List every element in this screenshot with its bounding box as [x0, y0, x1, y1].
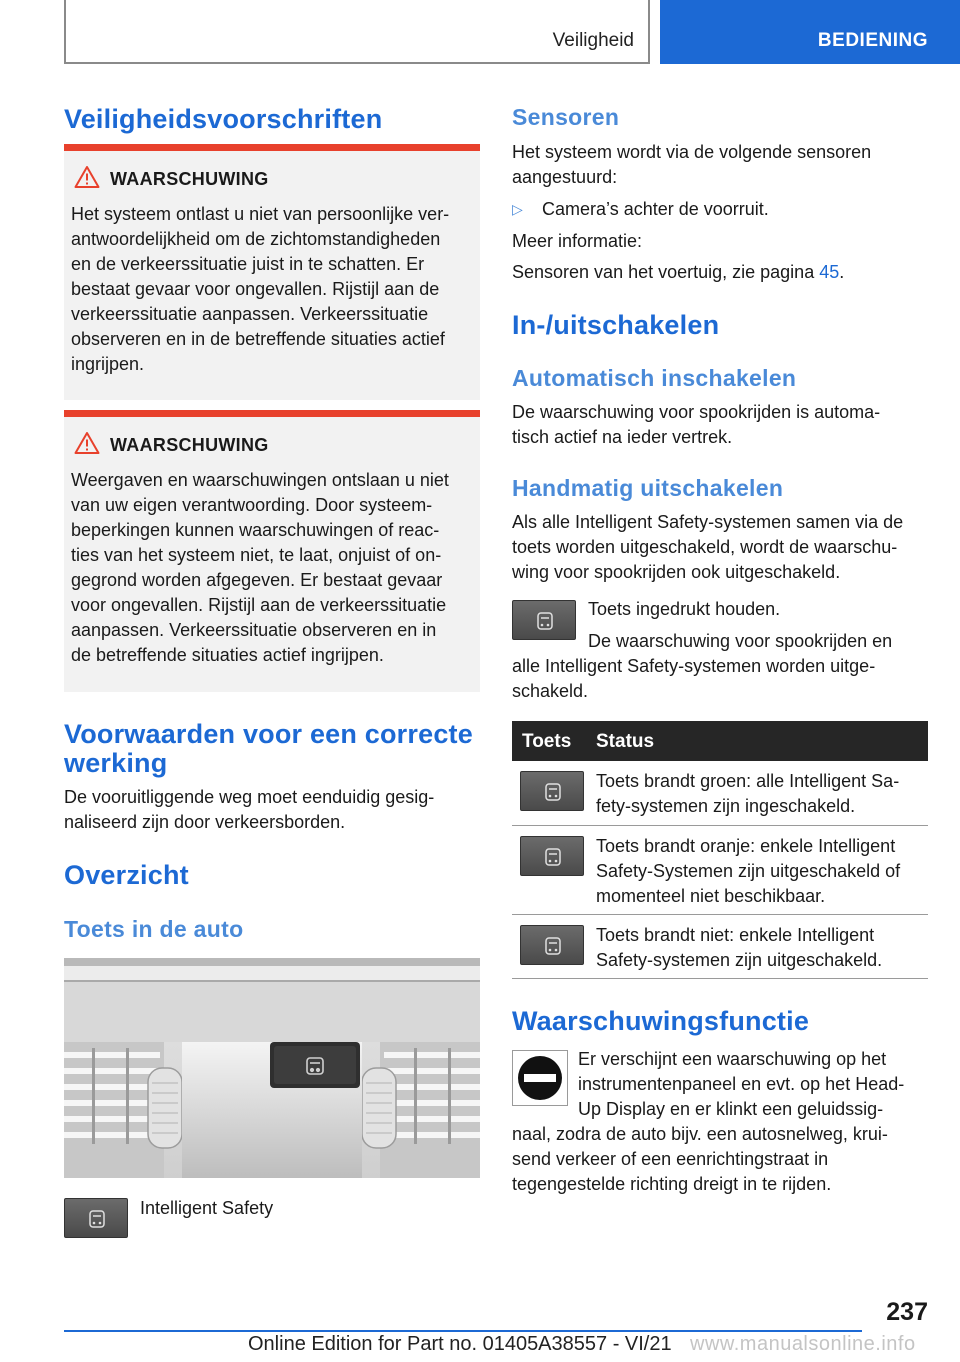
column-header-key: Toets [522, 731, 572, 752]
page-number: 237 [886, 1298, 928, 1326]
sensors-text-line: aangestuurd: [512, 167, 618, 187]
warning-line: voor ongevallen. Rijstijl aan de verkeerssituatie [71, 595, 447, 615]
reference-text: Sensoren van het voertuig, zie pagina [512, 262, 820, 282]
hold-result-line: schakeld. [512, 681, 589, 701]
sensors-text-line: Het systeem wordt via de volgende sensoren [512, 142, 872, 162]
status-cell [596, 923, 926, 973]
intelligent-safety-icon [87, 1209, 107, 1229]
status-line: fety-systemen zijn ingeschakeld. [596, 796, 856, 816]
status-line: Toets brandt oranje: enkele Intelligent [596, 836, 896, 856]
manual-switch-title: Handmatig uitschakelen [512, 475, 784, 501]
warning-heading: WAARSCHUWING [110, 435, 269, 455]
table-row [512, 761, 928, 826]
function-text-line: tegengestelde richting dreigt in te rijden. [512, 1174, 832, 1194]
reference-end: . [839, 262, 845, 282]
warning-line: bestaat gevaar voor ongevallen. Rijstijl aan de [71, 279, 440, 299]
hold-key-instruction: Toets ingedrukt houden. [588, 599, 781, 619]
section-title: Veiligheid [552, 30, 634, 51]
column-header-status: Status [596, 731, 655, 752]
table-row [512, 915, 928, 979]
button-in-car-title: Toets in de auto [64, 916, 244, 942]
intelligent-safety-key [520, 771, 584, 811]
status-line: momenteel niet beschikbaar. [596, 886, 826, 906]
footer-rule [64, 1330, 862, 1332]
requirements-title-line-1: Voorwaarden voor een correcte [64, 719, 473, 749]
warning-line: ties van het systeem niet, te laat, onjuist of on- [71, 545, 442, 565]
sensors-bullet-text: Camera’s achter de voorruit. [542, 199, 769, 219]
switch-title: In-/uitschakelen [512, 310, 720, 340]
auto-switch-text-line: tisch actief na ieder vertrek. [512, 427, 733, 447]
page-reference-link[interactable]: 45 [819, 262, 840, 282]
warning-line: verkeerssituatie aanpassen. Verkeerssituatie [71, 304, 429, 324]
no-entry-icon [512, 1050, 568, 1106]
status-line: Safety-systemen zijn uitgeschakeld. [596, 950, 883, 970]
intelligent-safety-icon [535, 611, 555, 631]
warning-box-2 [64, 410, 480, 692]
intelligent-safety-key [64, 1198, 128, 1238]
sensors-reference [512, 260, 844, 285]
warning-heading: WAARSCHUWING [110, 169, 269, 189]
requirements-text-line: naliseerd zijn door verkeersborden. [64, 812, 346, 832]
warning-line: gegrond worden afgegeven. Er bestaat gevaar [71, 570, 443, 590]
warning-line: Weergaven en waarschuwingen ontslaan u niet [71, 470, 449, 490]
watermark: www.manualsonline.info [690, 1333, 916, 1355]
table-row [512, 826, 928, 915]
warning-line: de betreffende situaties actief ingrijpen. [71, 645, 384, 665]
table-header [512, 721, 928, 761]
intelligent-safety-key [520, 836, 584, 876]
function-text-line: Up Display en er klinkt een geluidssig- [578, 1099, 884, 1119]
manual-switch-text-line: wing voor spookrijden ook uitgeschakeld. [512, 562, 841, 582]
function-text-line: Er verschijnt een waarschuwing op het [578, 1049, 887, 1069]
warning-line: aanpassen. Verkeerssituatie observeren en in [71, 620, 437, 640]
status-line: Toets brandt groen: alle Intelligent Sa- [596, 771, 900, 791]
intelligent-safety-key [512, 600, 576, 640]
sensors-title: Sensoren [512, 104, 620, 130]
warning-line: antwoordelijkheid om de zichtomstandigheden [71, 229, 441, 249]
warning-box-1 [64, 144, 480, 400]
intelligent-safety-icon [543, 782, 563, 802]
warning-line: van uw eigen verantwoording. Door systeem- [71, 495, 433, 515]
warning-line: observeren en in de betreffende situaties actief [71, 329, 445, 349]
intelligent-safety-icon [543, 847, 563, 867]
key-caption: Intelligent Safety [140, 1198, 274, 1218]
warning-line: ingrijpen. [71, 354, 145, 374]
hold-result-line: De waarschuwing voor spookrijden en [588, 631, 893, 651]
page-title: Veiligheidsvoorschriften [64, 104, 383, 134]
function-text-line: naal, zodra de auto bijv. een autosnelweg, krui- [512, 1124, 888, 1144]
status-line: Safety-Systemen zijn uitgeschakeld of [596, 861, 901, 881]
status-cell [596, 834, 926, 909]
warning-triangle-icon [74, 165, 100, 189]
dashboard-illustration [64, 958, 480, 1178]
warning-line: en de verkeerssituatie juist in te schatten. Er [71, 254, 425, 274]
warning-line: Het systeem ontlast u niet van persoonlijke ver- [71, 204, 450, 224]
chapter-tab-label: BEDIENING [817, 30, 928, 51]
status-table [512, 721, 928, 979]
function-text-line: send verkeer of een eenrichtingstraat in [512, 1149, 829, 1169]
intelligent-safety-key [520, 925, 584, 965]
requirements-title-line-2: werking [64, 748, 168, 778]
overview-title: Overzicht [64, 860, 189, 890]
warning-triangle-icon [74, 431, 100, 455]
more-info-label: Meer informatie: [512, 231, 643, 251]
hold-result-line: alle Intelligent Safety-systemen worden uitge- [512, 656, 876, 676]
function-text-line: instrumentenpaneel en evt. op het Head- [578, 1074, 905, 1094]
warning-line: beperkingen kunnen waarschuwingen of reac- [71, 520, 440, 540]
auto-switch-title: Automatisch inschakelen [512, 365, 797, 391]
dashboard-photo [64, 958, 480, 1178]
edition-text: Online Edition for Part no. 01405A38557 - VI/21 [248, 1333, 672, 1355]
status-line: Toets brandt niet: enkele Intelligent [596, 925, 875, 945]
manual-switch-text-line: Als alle Intelligent Safety-systemen samen via de [512, 512, 904, 532]
header-frame [64, 0, 650, 64]
intelligent-safety-icon [543, 936, 563, 956]
bullet-triangle-icon: ▷ [512, 201, 523, 217]
chapter-tab[interactable] [660, 0, 960, 64]
requirements-text-line: De vooruitliggende weg moet eenduidig gesig- [64, 787, 435, 807]
manual-switch-text-line: toets worden uitgeschakeld, wordt de waarschu- [512, 537, 898, 557]
function-title: Waarschuwingsfunctie [512, 1006, 810, 1036]
status-cell [596, 769, 926, 819]
auto-switch-text-line: De waarschuwing voor spookrijden is automa- [512, 402, 881, 422]
